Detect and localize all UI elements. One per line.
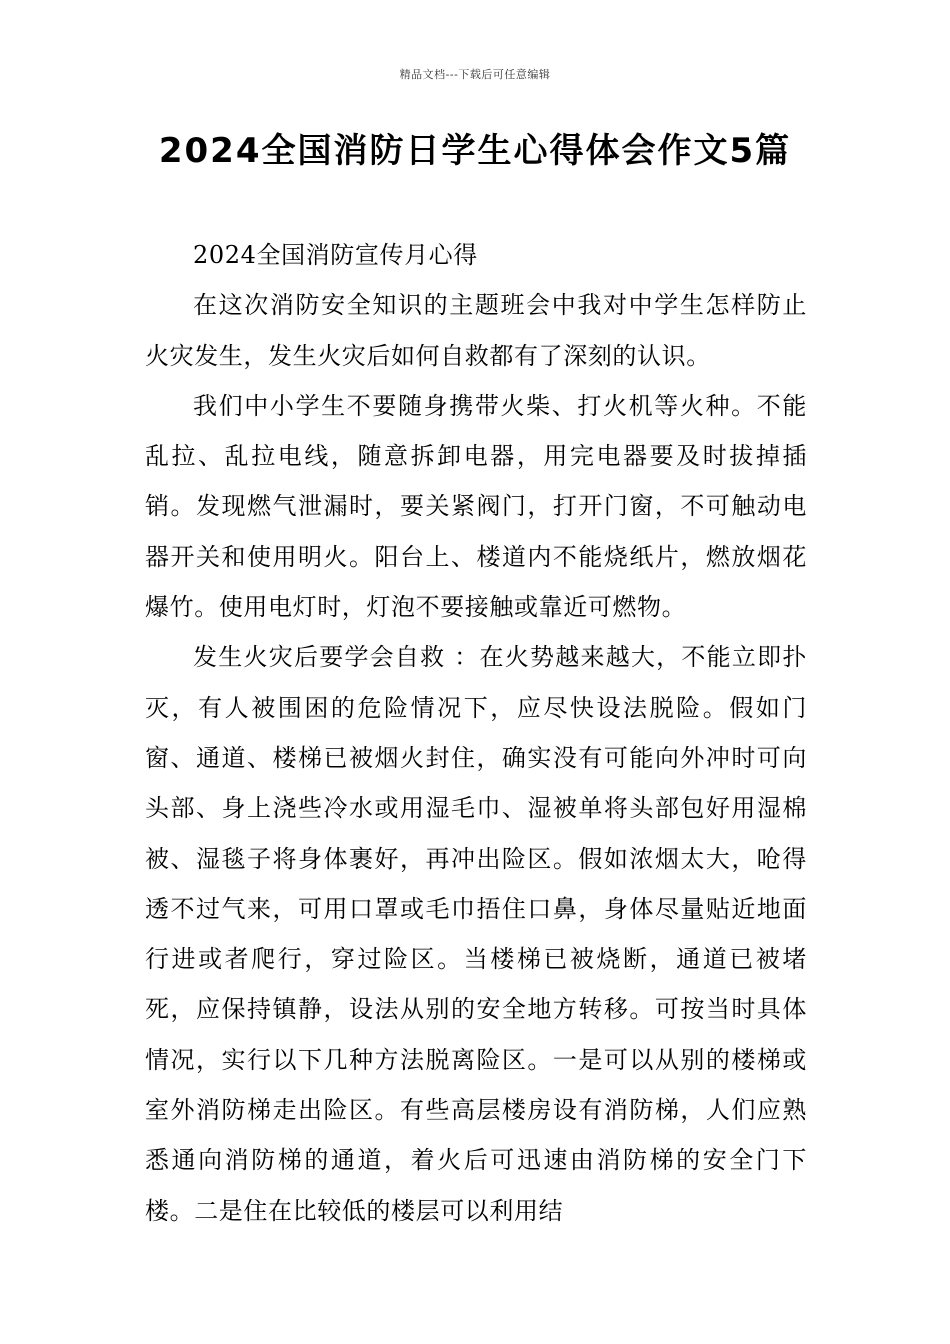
document-title: 2024全国消防日学生心得体会作文5篇	[158, 131, 792, 171]
document-body	[145, 230, 807, 1236]
body-paragraph: 发生火灾后要学会自救 ：在火势越来越大，不能立即扑灭，有人被围困的危险情况下，应尽快设法脱险。假如门窗、通道、楼梯已被烟火封住，确实没有可能向外冲时可向头部、身上浇些冷水或用湿毛巾、湿被单将头部包好用湿棉被、湿毯子将身体裹好，再冲出险区。假如浓烟太大，呛得透不过气来，可用口罩或毛巾捂住口鼻，身体尽量贴近地面行进或者爬行，穿过险区。当楼梯已被烧断，通道已被堵死，应保持镇静，设法从别的安全地方转移。可按当时具体情况，实行以下几种方法脱离险区。一是可以从别的楼梯或室外消防梯走出险区。有些高层楼房设有消防梯，人们应熟悉通向消防梯的通道，着火后可迅速由消防梯的安全门下楼。二是住在比较低的楼层可以利用结	[145, 643, 807, 1225]
body-paragraph: 在这次消防安全知识的主题班会中我对中学生怎样防止火灾发生，发生火灾后如何自救都有了深刻的认识。	[145, 291, 807, 370]
subtitle-paragraph: 2024全国消防宣传月心得	[193, 241, 478, 269]
header-note: 精品文档---下载后可任意编辑	[399, 68, 551, 81]
body-paragraph: 我们中小学生不要随身携带火柴、打火机等火种。不能乱拉、乱拉电线，随意拆卸电器，用完电器要及时拔掉插销。发现燃气泄漏时，要关紧阀门，打开门窗，不可触动电器开关和使用明火。阳台上、楼道内不能烧纸片，燃放烟花爆竹。使用电灯时，灯泡不要接触或靠近可燃物。	[145, 391, 807, 622]
